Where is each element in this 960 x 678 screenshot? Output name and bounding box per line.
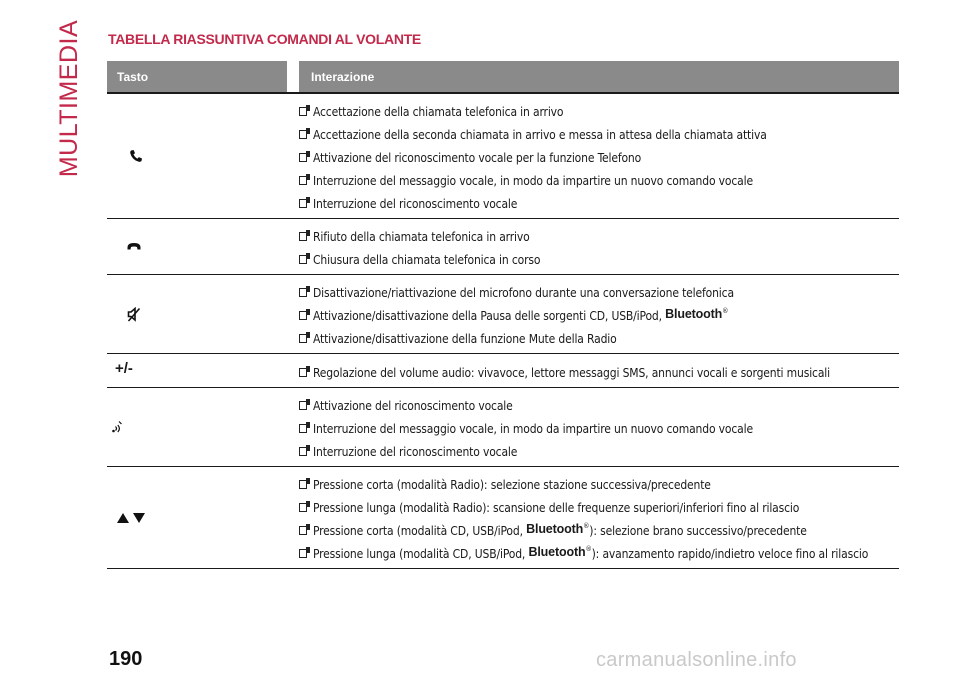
row-items [299, 94, 899, 218]
key-cell [107, 94, 299, 218]
key-cell [107, 388, 299, 466]
list-item [299, 225, 899, 248]
item-text: ): avanzamento rapido/indietro veloce fino al rilascio [591, 546, 869, 561]
table-header [107, 61, 899, 94]
page-number: 190 [109, 648, 143, 670]
registered-mark: ® [585, 544, 592, 553]
list-item [299, 542, 899, 565]
bullet-icon [299, 288, 307, 297]
bullet-icon [299, 176, 307, 185]
row-items [299, 219, 899, 274]
controls-table [107, 61, 899, 569]
list-item [299, 417, 899, 440]
item-text: Interruzione del messaggio vocale, in modo da impartire un nuovo comando vocale [313, 421, 753, 436]
bullet-icon [299, 549, 307, 558]
phone-answer-icon [129, 149, 143, 163]
list-item [299, 281, 899, 304]
list-item [299, 327, 899, 350]
table-row [107, 467, 899, 569]
list-item [299, 123, 899, 146]
bullet-icon [299, 153, 307, 162]
item-text: Regolazione del volume audio: vivavoce, lettore messaggi SMS, annunci vocali e sorgenti musicali [313, 365, 831, 380]
watermark: carmanualsonline.info [596, 649, 797, 671]
bullet-icon [299, 480, 307, 489]
list-item [299, 100, 899, 123]
item-text: Disattivazione/riattivazione del microfono durante una conversazione telefonica [313, 285, 734, 300]
item-text: Attivazione del riconoscimento vocale [313, 398, 513, 413]
item-text: Pressione lunga (modalità CD, USB/iPod, [313, 546, 529, 561]
bullet-icon [299, 334, 307, 343]
bullet-icon [299, 526, 307, 535]
item-text: Attivazione del riconoscimento vocale per la funzione Telefono [313, 150, 642, 165]
list-item [299, 192, 899, 215]
key-cell [107, 467, 299, 568]
mute-icon [127, 307, 141, 322]
page-title: TABELLA RIASSUNTIVA COMANDI AL VOLANTE [108, 31, 421, 47]
bullet-icon [299, 107, 307, 116]
row-items [299, 467, 899, 568]
brand-name: Bluetooth [528, 544, 586, 559]
bullet-icon [299, 424, 307, 433]
brand-name: Bluetooth [665, 306, 723, 321]
item-text: Accettazione della chiamata telefonica in arrivo [313, 104, 564, 119]
item-text: Pressione corta (modalità CD, USB/iPod, [313, 523, 527, 538]
key-cell [107, 219, 299, 274]
item-text: Pressione corta (modalità Radio): selezione stazione successiva/precedente [313, 477, 711, 492]
row-items [299, 388, 899, 466]
item-text: Chiusura della chiamata telefonica in corso [313, 252, 541, 267]
list-item [299, 473, 899, 496]
list-item [299, 304, 899, 327]
table-row [107, 219, 899, 275]
list-item [299, 169, 899, 192]
key-cell [107, 354, 299, 387]
list-item [299, 248, 899, 271]
header-separator [287, 61, 299, 92]
bullet-icon [299, 447, 307, 456]
table-row [107, 354, 899, 388]
brand-name: Bluetooth [526, 521, 584, 536]
list-item [299, 361, 899, 384]
list-item [299, 394, 899, 417]
section-label-text: MULTIMEDIA [55, 19, 84, 177]
key-cell [107, 275, 299, 353]
item-text: Accettazione della seconda chiamata in arrivo e messa in attesa della chiamata attiva [313, 127, 767, 142]
header-key: Tasto [117, 69, 149, 84]
list-item [299, 519, 899, 542]
bullet-icon [299, 368, 307, 377]
item-text: Interruzione del messaggio vocale, in modo da impartire un nuovo comando vocale [313, 173, 753, 188]
list-item [299, 146, 899, 169]
item-text: ): selezione brano successivo/precedente [589, 523, 807, 538]
volume-plus-minus-icon: +/- [115, 360, 133, 377]
header-action: Interazione [311, 69, 375, 84]
bullet-icon [299, 255, 307, 264]
item-text: Interruzione del riconoscimento vocale [313, 444, 518, 459]
bullet-icon [299, 503, 307, 512]
bullet-icon [299, 311, 307, 320]
list-item [299, 496, 899, 519]
item-text: Rifiuto della chiamata telefonica in arrivo [313, 229, 530, 244]
registered-mark: ® [722, 306, 729, 315]
registered-mark: ® [583, 521, 590, 530]
section-label [50, 19, 90, 177]
bullet-icon [299, 401, 307, 410]
list-item [299, 440, 899, 463]
row-items [299, 354, 899, 387]
table-row [107, 94, 899, 219]
voice-command-icon [111, 420, 123, 434]
bullet-icon [299, 232, 307, 241]
table-row [107, 388, 899, 467]
bullet-icon [299, 199, 307, 208]
item-text: Attivazione/disattivazione della funzione Mute della Radio [313, 331, 617, 346]
item-text: Pressione lunga (modalità Radio): scansione delle frequenze superiori/inferiori fino al rilascio [313, 500, 800, 515]
item-text: Interruzione del riconoscimento vocale [313, 196, 518, 211]
table-row [107, 275, 899, 354]
phone-hangup-icon [127, 242, 141, 251]
bullet-icon [299, 130, 307, 139]
item-text: Attivazione/disattivazione della Pausa delle sorgenti CD, USB/iPod, [313, 308, 666, 323]
row-items [299, 275, 899, 353]
up-down-arrows-icon [115, 512, 147, 524]
